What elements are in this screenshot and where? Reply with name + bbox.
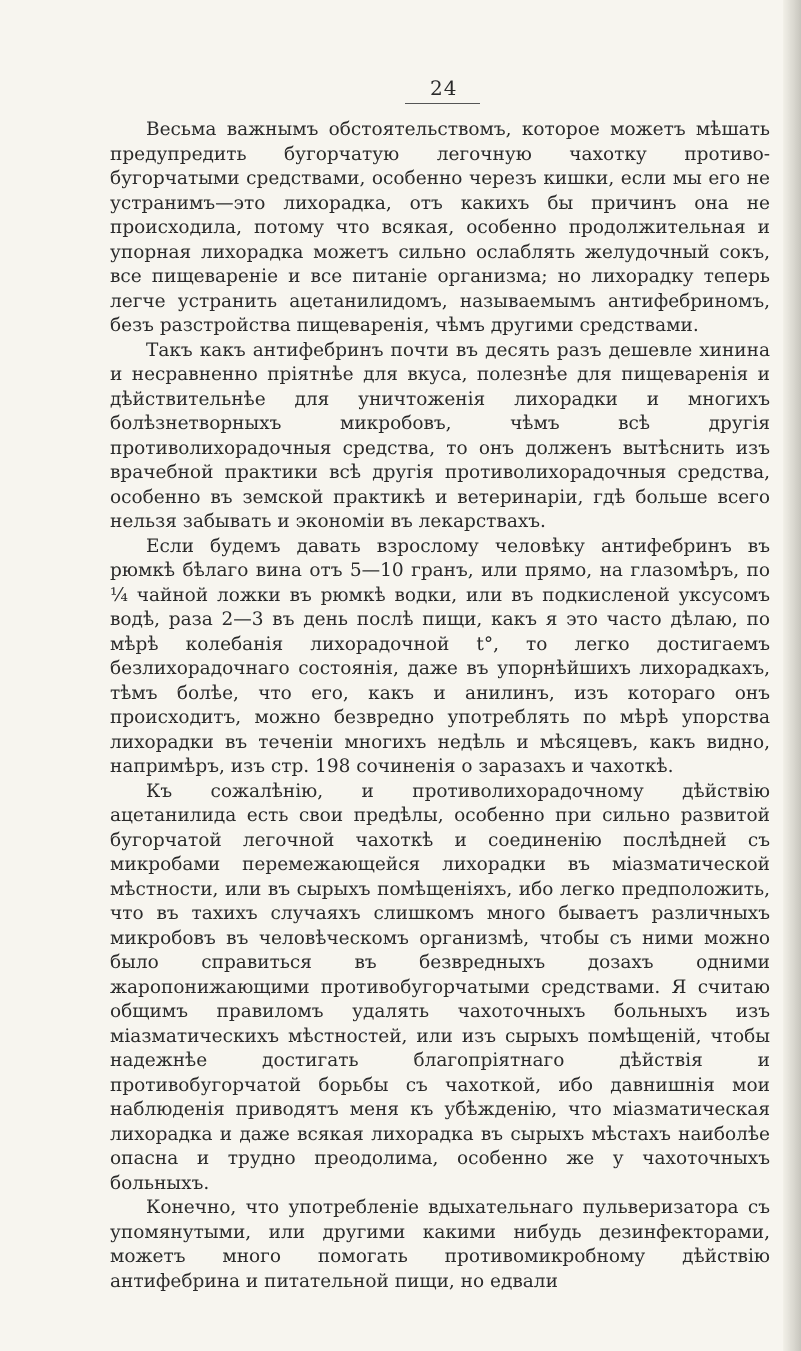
paragraph-3: Если будемъ давать взрослому человѣку антифебринъ въ рюмкѣ бѣлаго вина отъ 5—10 гранъ, или прямо, на глазомѣръ, по ¼ чайной ложки въ рюмкѣ водки, или въ подкисленой уксусомъ водѣ, раза 2—3 въ день послѣ пищи, какъ я это часто дѣлаю, по мѣрѣ колебанія лихорадочной t°, то легко достигаемъ безлихорадочнаго состоянія, даже въ упорнѣйшихъ лихорадкахъ, тѣмъ болѣе, что его, какъ и анилинъ, изъ котораго онъ происходитъ, можно безвредно употреблять по мѣрѣ упорства лихорадки въ теченіи многихъ недѣль и мѣсяцевъ, какъ видно, напримѣръ, изъ стр. 198 сочиненія о заразахъ и чахоткѣ. bbox=[110, 535, 770, 777]
page-edge-shadow bbox=[783, 0, 801, 1351]
paragraph-2: Такъ какъ антифебринъ почти въ десять разъ дешевле хинина и несравненно пріятнѣе для вкуса, полезнѣе для пищеваренія и дѣйствительнѣе для уничтоженія лихорадки и многихъ болѣзнетворныхъ микробовъ, чѣмъ всѣ другія противолихорадочныя средства, то онъ долженъ вытѣснить изъ врачебной практики всѣ другія противолихорадочныя средства, особенно въ земской практикѣ и ветеринаріи, гдѣ больше всего нельзя забывать и экономіи въ лекарствахъ. bbox=[110, 339, 770, 532]
body-text bbox=[110, 118, 770, 1294]
paragraph-1: Весьма важнымъ обстоятельствомъ, которое можетъ мѣшать предупредить бугорчатую легочную чахотку противо-бугорчатыми средствами, особенно черезъ кишки, если мы его не устранимъ—это лихорадка, отъ какихъ бы причинъ она не происходила, потому что всякая, особенно продолжительная и упорная лихорадка можетъ сильно ослаблять желудочный сокъ, все пищевареніе и все питаніе организма; но лихорадку теперь легче устранить ацетанилидомъ, называемымъ антифебриномъ, безъ разстройства пищеваренія, чѣмъ другими средствами. bbox=[110, 119, 770, 336]
paragraph-4: Къ сожалѣнію, и противолихорадочному дѣйствію ацетанилида есть свои предѣлы, особенно при сильно развитой бугорчатой легочной чахоткѣ и соединенію послѣдней съ микробами перемежающейся лихорадки въ міазматической мѣстности, или въ сырыхъ помѣщеніяхъ, ибо легко предположить, что въ тахихъ случаяхъ слишкомъ много бываетъ различныхъ микробовъ въ человѣческомъ организмѣ, чтобы съ ними можно было справиться въ безвредныхъ дозахъ одними жаропонижающими противобугорчатыми средствами. Я считаю общимъ правиломъ удалять чахоточныхъ больныхъ изъ міазматическихъ мѣстностей, или изъ сырыхъ помѣщеній, чтобы надежнѣе достигать благопріятнаго дѣйствія и противобугорчатой борьбы съ чахоткой, ибо давнишнія мои наблюденія приводятъ меня къ убѣжденію, что міазматическая лихорадка и даже всякая лихорадка въ сырыхъ мѣстахъ наиболѣе опасна и трудно преодолима, особенно же у чахоточныхъ больныхъ. bbox=[110, 780, 770, 1194]
paragraph-5: Конечно, что употребленіе вдыхательнаго пульверизатора съ упомянутыми, или другими какими нибудь дезинфекторами, можетъ много помогать противомикробному дѣйствію антифебрина и питательной пищи, но едвали bbox=[110, 1197, 770, 1292]
page-number: 24 bbox=[430, 76, 458, 100]
page-number-rule bbox=[405, 103, 480, 104]
